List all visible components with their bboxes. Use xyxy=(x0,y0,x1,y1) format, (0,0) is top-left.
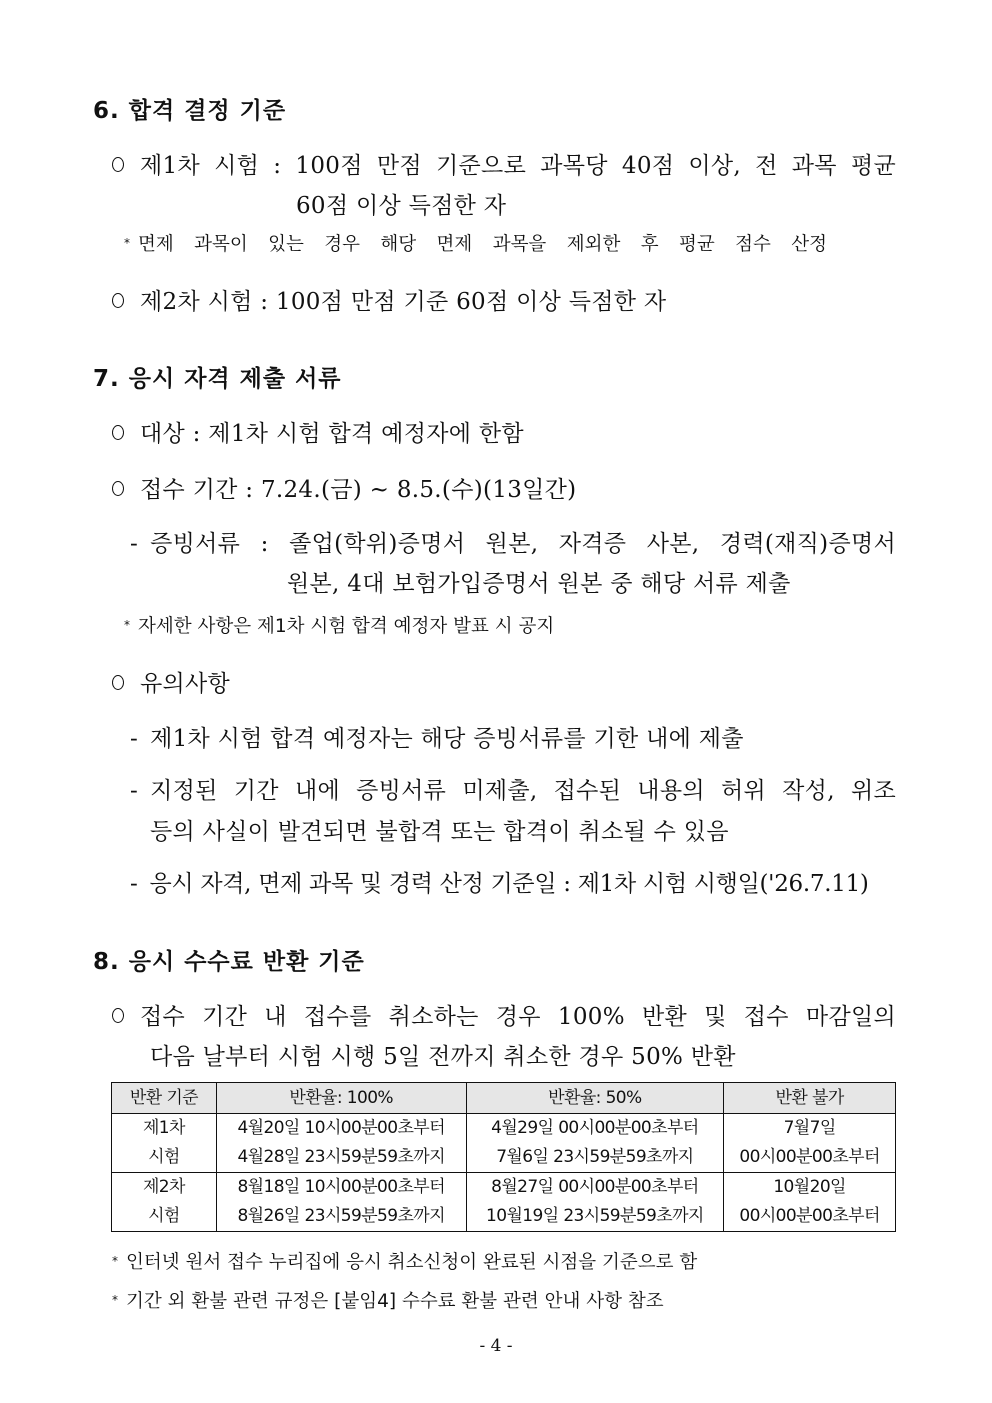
asterisk-icon: * xyxy=(124,236,130,250)
refund-table-header-row xyxy=(112,1083,896,1114)
header-criteria: 반환 기준 xyxy=(112,1083,217,1114)
cell-full-refund: 4월20일 10시00분00초부터 4월28일 23시59분59초까지 xyxy=(216,1114,466,1173)
asterisk-icon: * xyxy=(112,1293,118,1307)
dash-bullet-icon: - xyxy=(130,871,138,897)
section-7-caution-2: - 지정된 기간 내에 증빙서류 미제출, 접수된 내용의 허위 작성, 위조 xyxy=(130,778,896,804)
table-row xyxy=(112,1173,896,1232)
header-full-refund: 반환율: 100% xyxy=(216,1083,466,1114)
section-7-caution-2-cont: 등의 사실이 발견되면 불합격 또는 합격이 취소될 수 있음 xyxy=(150,819,729,845)
bullet-circle-icon xyxy=(112,1008,124,1023)
section-6-item-1-cont: 60점 이상 득점한 자 xyxy=(296,193,507,219)
section-7-note: * 자세한 사항은 제1차 시험 합격 예정자 발표 시 공지 xyxy=(124,616,555,637)
row-label: 제2차 시험 xyxy=(112,1173,217,1232)
row-label: 제1차 시험 xyxy=(112,1114,217,1173)
section-6-item-2: 제2차 시험 : 100점 만점 기준 60점 이상 득점한 자 xyxy=(112,283,666,316)
section-7-docs-cont: 원본, 4대 보험가입증명서 원본 중 해당 서류 제출 xyxy=(287,571,791,597)
dash-bullet-icon: - xyxy=(130,778,139,804)
dash-bullet-icon: - xyxy=(130,531,139,557)
cell-half-refund: 8월27일 00시00분00초부터 10월19일 23시59분59초까지 xyxy=(466,1173,724,1232)
bullet-circle-icon xyxy=(112,157,124,172)
bullet-circle-icon xyxy=(112,481,124,496)
section-7-heading: 7. 응시 자격 제출 서류 xyxy=(93,366,342,392)
section-6-heading: 6. 합격 결정 기준 xyxy=(93,98,287,124)
header-half-refund: 반환율: 50% xyxy=(466,1083,724,1114)
section-8-item: 접수 기간 내 접수를 취소하는 경우 100% 반환 및 접수 마감일의 xyxy=(112,998,896,1031)
cell-no-refund: 7월7일 00시00분00초부터 xyxy=(724,1114,896,1173)
page-number: - 4 - xyxy=(479,1336,513,1356)
section-7-caution-title: 유의사항 xyxy=(112,665,230,698)
section-7-docs: - 증빙서류 : 졸업(학위)증명서 원본, 자격증 사본, 경력(재직)증명서 xyxy=(130,531,896,557)
cell-no-refund: 10월20일 00시00분00초부터 xyxy=(724,1173,896,1232)
section-7-target: 대상 : 제1차 시험 합격 예정자에 한함 xyxy=(112,415,524,448)
table-row xyxy=(112,1114,896,1173)
dash-bullet-icon: - xyxy=(130,726,139,752)
cell-full-refund: 8월18일 10시00분00초부터 8월26일 23시59분59초까지 xyxy=(216,1173,466,1232)
section-7-period: 접수 기간 : 7.24.(금) ~ 8.5.(수)(13일간) xyxy=(112,471,576,504)
bullet-circle-icon xyxy=(112,293,124,308)
cell-half-refund: 4월29일 00시00분00초부터 7월6일 23시59분59초까지 xyxy=(466,1114,724,1173)
section-6-item-1: 제1차 시험 : 100점 만점 기준으로 과목당 40점 이상, 전 과목 평균 xyxy=(112,147,896,180)
asterisk-icon: * xyxy=(124,618,130,632)
section-8-heading: 8. 응시 수수료 반환 기준 xyxy=(93,949,365,975)
section-7-caution-3: - 응시 자격, 면제 과목 및 경력 산정 기준일 : 제1차 시험 시행일('26.7.11) xyxy=(130,871,869,897)
bullet-circle-icon xyxy=(112,425,124,440)
bullet-circle-icon xyxy=(112,675,124,690)
header-no-refund: 반환 불가 xyxy=(724,1083,896,1114)
section-8-note-1: * 인터넷 원서 접수 누리집에 응시 취소신청이 완료된 시점을 기준으로 함 xyxy=(112,1252,698,1273)
section-8-note-2: * 기간 외 환불 관련 규정은 [붙임4] 수수료 환불 관련 안내 사항 참조 xyxy=(112,1291,664,1312)
asterisk-icon: * xyxy=(112,1254,118,1268)
section-8-item-cont: 다음 날부터 시험 시행 5일 전까지 취소한 경우 50% 반환 xyxy=(150,1044,736,1070)
section-7-caution-1: - 제1차 시험 합격 예정자는 해당 증빙서류를 기한 내에 제출 xyxy=(130,726,744,752)
section-6-note: * 면제 과목이 있는 경우 해당 면제 과목을 제외한 후 평균 점수 산정 xyxy=(124,234,827,255)
refund-table xyxy=(111,1082,896,1232)
